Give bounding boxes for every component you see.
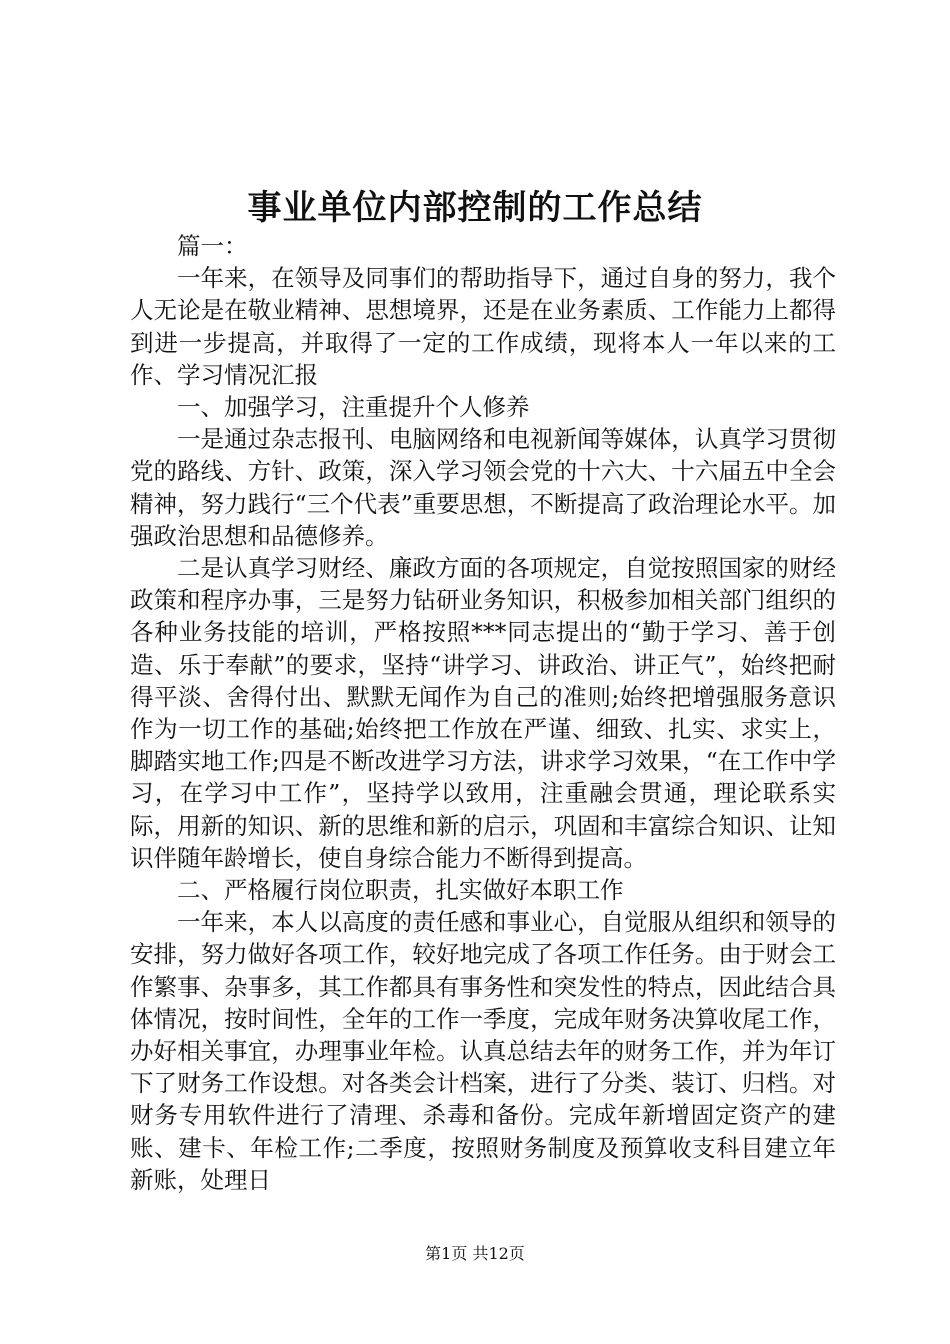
section-heading-1: 一、加强学习，注重提升个人修养 <box>177 393 530 422</box>
body-paragraph: 一年来，本人以高度的责任感和事业心，自觉服从组织和领导的安排，努力做好各项工作，较好地完成了各项工作任务。由于财会工作繁事、杂事多，其工作都具有事务性和突发性的特点，因此结合具体情况，按时间性，全年的工作一季度，完成年财务决算收尾工作，办好相关事宜，办理事业年检。认真总结去年的财务工作，并为年订下了财务工作设想。对各类会计档案，进行了分类、装订、归档。对财务专用软件进行了清理、杀毒和备份。完成年新增固定资产的建账、建卡、年检工作;二季度，按照财务制度及预算收支科目建立年新账，处理日 <box>130 908 836 1194</box>
section-heading-2: 二、严格履行岗位职责，扎实做好本职工作 <box>177 876 624 905</box>
body-paragraph: 二是认真学习财经、廉政方面的各项规定，自觉按照国家的财经政策和程序办事，三是努力钻研业务知识，积极参加相关部门组织的各种业务技能的培训，严格按照***同志提出的“勤于学习、善于创造、乐于奉献”的要求，坚持“讲学习、讲政治、讲正气”，始终把耐得平淡、舍得付出、默默无闻作为自己的准则;始终把增强服务意识作为一切工作的基础;始终把工作放在严谨、细致、扎实、求实上，脚踏实地工作;四是不断改进学习方法，讲求学习效果，“在工作中学习，在学习中工作”，坚持学以致用，注重融会贯通，理论联系实际，用新的知识、新的思维和新的启示，巩固和丰富综合知识、让知识伴随年龄增长，使自身综合能力不断得到提高。 <box>130 554 836 872</box>
document-title: 事业单位内部控制的工作总结 <box>247 188 703 228</box>
section-label: 篇一： <box>177 232 248 260</box>
page-footer: 第1页 共12页 <box>425 1244 525 1263</box>
document-body <box>130 230 836 1196</box>
intro-paragraph: 一年来，在领导及同事们的帮助指导下，通过自身的努力，我个人无论是在敬业精神、思想境界，还是在业务素质、工作能力上都得到进一步提高，并取得了一定的工作成绩，现将本人一年以来的工作、学习情况汇报 <box>130 264 836 389</box>
body-paragraph: 一是通过杂志报刊、电脑网络和电视新闻等媒体，认真学习贯彻党的路线、方针、政策，深入学习领会党的十六大、十六届五中全会精神，努力践行“三个代表”重要思想，不断提高了政治理论水平。加强政治思想和品德修养。 <box>130 425 836 550</box>
